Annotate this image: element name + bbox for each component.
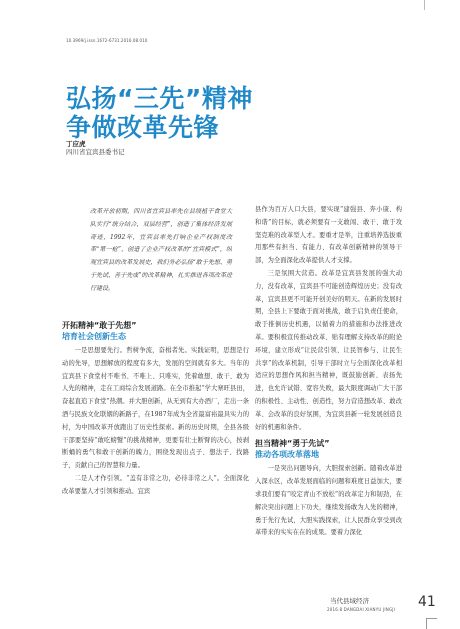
magazine-name: 当代县域经济: [330, 597, 369, 605]
section-2-subtitle: 推动各项改革落地: [255, 450, 319, 460]
title-line-2: 争做改革先锋: [66, 113, 220, 142]
paragraph: 一是突出问题导向，大胆探索创新。随着改革进入深水区，改革发展面临的问题和难度日益加大，要求我们要有“咬定青山不放松”的改革定力和韧劲，在解决突出问题上下功夫，继续发扬敢为人先的精神，勇于先行先试，大胆实践探索，让人民群众享受到改革带来的实实在在的成果。要着力深化: [255, 465, 402, 537]
title-line-1: 弘扬“三先”精神: [66, 84, 253, 113]
paragraph: 三是氛围大营造。改革是宜宾县发展的强大动力，没有改革，宜宾县不可能创造辉煌历史；没有改革，宜宾县更不可能开创美好的明天。在新的发展时期，全县上下要敢于面对挑战，敢于启负责任使命，敢于推倒历史机遇，以循着力的措施和办法推进改革。要积极宣传推动改革、贴有理解支持改革的附论环境，建立形成“让民营引领、让民智参与、让民生共享”的改革机制，引导干部时立与全面深化改革相适应的思想作风和担当精神，既鼓励创新、表扬先进，也允许试错、宽容失败，最大限度调动广大干部的积极性、主动性、创造性，努力营造想改革、敢改革、会改革的良好氛围，为宜宾县新一轮发展创造良好的机遇和条件。: [255, 269, 402, 431]
paragraph: 县作为百万人口大县，要实现“建强县、奔小康、构和谐”的目标，就必须要有一支敢闯、敢干、敢于攻坚克难的改革型人才。要重才是举，注重培养选拔重用那些有担当、有能力、有改革创新精神的领导干部，为全面深化改革提供人才支撑。: [255, 206, 402, 265]
crop-mark: [424, 0, 425, 10]
author-affiliation: 四川省宜宾县委书记: [66, 148, 125, 156]
section-2-title: 担当精神“勇于先试”: [255, 439, 330, 449]
abstract: 改革开放初期，四川省宜宾县率先在县级植干食堂大队实行“统分结合、双层经营”，创造了集体经济发展奇迹，1992年，宜宾县率先打响企业产权制度改革“第一枪”，创造了企业产权改革的“宜宾模式”，纵观宜宾县的改革发展史，我们务必弘扬“敢于先想、勇于先试、善于先成”的改革精神，扎实推进各项改革进行建设。: [90, 208, 232, 292]
section-1-title: 开拓精神“敢于先想”: [62, 321, 137, 330]
magazine-issue: 2016.8 DANGDAI XIANYU JINGJI: [327, 607, 396, 612]
right-column: [255, 204, 402, 540]
doi-line: 10.3969/j.issn.1672-6731.2016.08.010: [66, 38, 148, 43]
crop-corner: [426, 618, 437, 629]
section-1-subtitle: 培育社会创新生态: [62, 332, 126, 341]
paragraph: 二是人才作引领。“盖有非常之功，必待非常之人”。全面深化改革要靠人才引领和推动。宜宾: [62, 474, 249, 495]
left-column: [62, 320, 249, 499]
author-name: 丁应虎: [66, 140, 86, 148]
author-block: [66, 140, 125, 156]
article-title: [66, 84, 253, 142]
page-number: 41: [418, 594, 436, 610]
paragraph: 一是思想要先行。哲树争流，奋楫者先。实践证明，思想是行动的先导，思想解放的程度有多大，发展的空间就有多大。当年的宜宾县下食堂村不唯书、不唯上、只唯实，凭着敢想、敢干、敢为人先的精神，走在工商综合发展道路。在全市推起“学大寨旺县田，奋起直追下食堂”热潮。并大胆创新，从无到有大办酒厂，走出一条酒与民族文化联姻的新路子，在1987年成为全省最富裕最具实力的村，为中国改革开放跑出了历史性探索。新的历史时期，全县各级干部要坚持“敢吃螃蟹”的挑战精神，更要有壮士断臂的决心，按剥断蛹的勇气和敢干创新的魄力，围绕发现出点子、想法子、找路子，贡献自己的智慧和力量。: [62, 347, 249, 470]
